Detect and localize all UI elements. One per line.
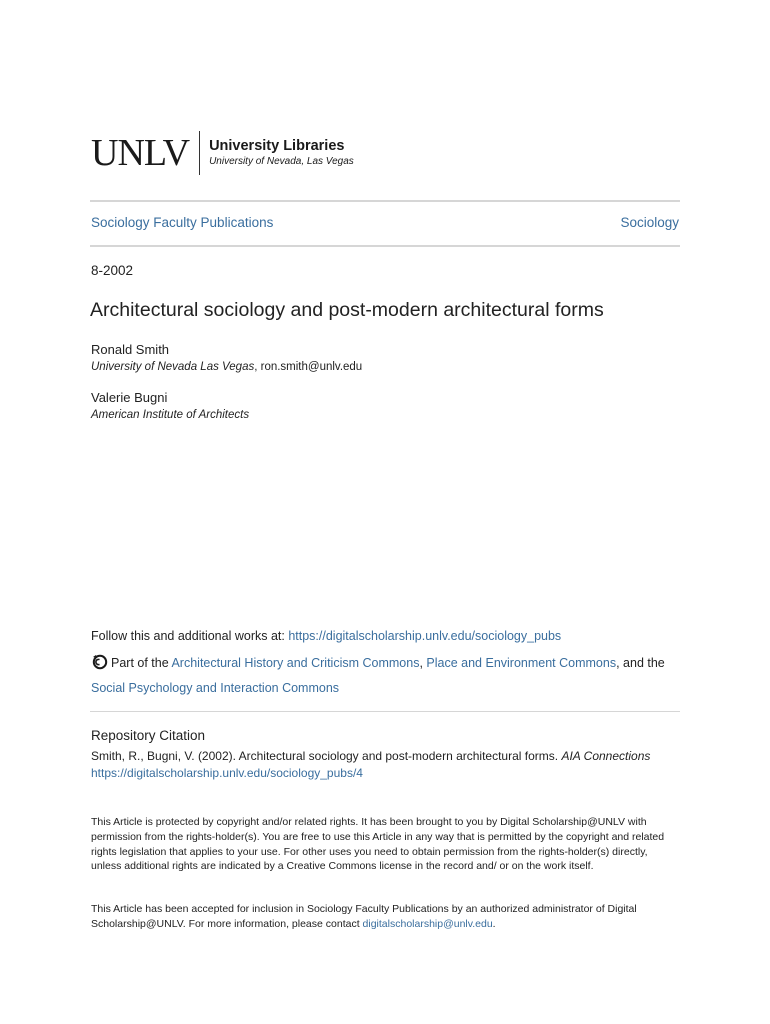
affiliation-name: American Institute of Architects — [91, 409, 250, 421]
logo-divider — [199, 131, 200, 175]
acceptance-suffix: . — [492, 917, 496, 930]
author-email: , ron.smith@unlv.edu — [254, 361, 363, 373]
logo-title: University Libraries — [209, 138, 345, 154]
rights-notice: This Article is protected by copyright and/or related rights. It has been brought to you by Digital Scholarship@UNLV with permission from the rights-holder(s). You are free to use this Article in any way that is permitted by the copyright and related rights legislation that applies to your use. For other uses you need to obtain permission from the rights-holder(s) directly, unless additional rights are indicated by a Creative Commons license in the record and/ or on the work itself. — [91, 816, 665, 873]
citation-url-link[interactable]: https://digitalscholarship.unlv.edu/sociology_pubs/4 — [91, 766, 363, 780]
acceptance-text: This Article has been accepted for inclusion in Sociology Faculty Publications by an authorized administrator of Digital Scholarship@UNLV. For more information, please contact — [91, 903, 637, 930]
follow-label: Follow this and additional works at: — [91, 629, 289, 643]
divider-nav — [90, 245, 680, 247]
author-name: Valerie Bugni — [91, 390, 168, 405]
follow-line — [91, 629, 561, 643]
article-title: Architectural sociology and post-modern architectural forms — [90, 299, 604, 321]
logo-wordmark: UNLV — [91, 132, 190, 174]
citation-body — [91, 748, 650, 782]
collection-url-link[interactable]: https://digitalscholarship.unlv.edu/sociology_pubs — [288, 629, 562, 643]
commons-link[interactable]: Place and Environment Commons — [426, 656, 617, 670]
collection-link[interactable]: Sociology Faculty Publications — [91, 215, 274, 230]
contact-email-link[interactable]: digitalscholarship@unlv.edu — [362, 917, 493, 930]
author-affiliation — [91, 409, 249, 421]
separator: , — [419, 656, 427, 670]
department-link[interactable]: Sociology — [620, 215, 679, 230]
citation-journal: AIA Connections — [561, 749, 651, 763]
unlv-libraries-logo — [91, 130, 354, 176]
acceptance-notice — [91, 902, 679, 932]
commons-link[interactable]: Architectural History and Criticism Commons — [171, 656, 420, 670]
part-of-commons — [91, 652, 683, 699]
divider-top — [90, 200, 680, 202]
logo-subtitle: University of Nevada, Las Vegas — [209, 156, 354, 167]
publication-date: 8-2002 — [91, 263, 134, 278]
divider-citation — [90, 711, 680, 712]
creative-commons-icon — [91, 654, 109, 677]
citation-heading: Repository Citation — [91, 728, 206, 743]
citation-text: Smith, R., Bugni, V. (2002). Architectural sociology and post-modern architectural forms. — [91, 749, 562, 763]
author-affiliation — [91, 361, 362, 373]
separator: , and the — [616, 656, 665, 670]
author-name: Ronald Smith — [91, 342, 170, 357]
part-of-label: Part of the — [111, 656, 172, 670]
logo-text — [209, 137, 354, 169]
commons-link[interactable]: Social Psychology and Interaction Commons — [91, 681, 340, 695]
affiliation-name: University of Nevada Las Vegas — [91, 361, 255, 373]
